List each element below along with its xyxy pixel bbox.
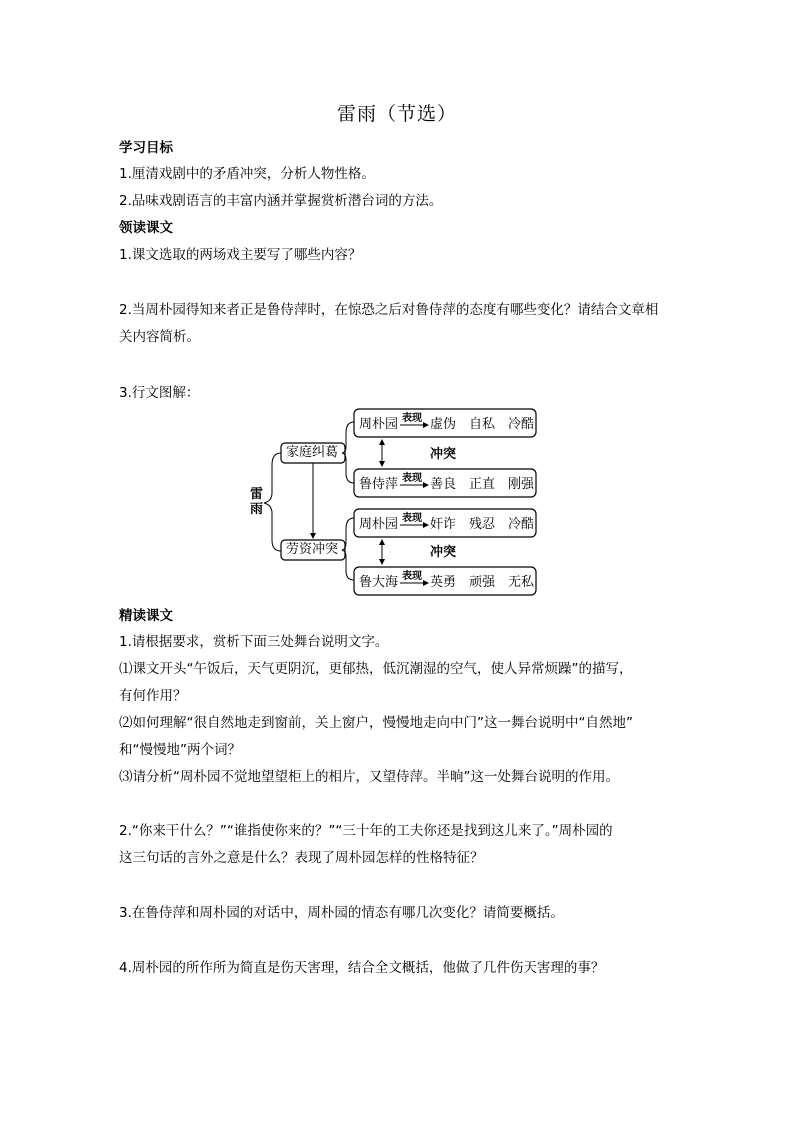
close-question-1-sub-1-line-1: ⑴课文开头“午饭后，天气更阴沉，更郁热，低沉潮湿的空气，使人异常烦躁”的描写， — [119, 661, 633, 677]
objective-item-2: 2.品味戏剧语言的丰富内涵并掌握赏析潜台词的方法。 — [119, 193, 443, 209]
branch2-label: 劳资冲突 — [286, 542, 339, 557]
b2-bottom-arrow-label: 表现 — [402, 571, 422, 582]
guided-question-1: 1.课文选取的两场戏主要写了哪些内容？ — [119, 247, 362, 263]
close-question-2-line-1: 2.“你来干什么？”“谁指使你来的？”“三十年的工夫你还是找到这儿来了。”周朴园的 — [119, 823, 613, 839]
b1-top-arrow-label: 表现 — [402, 413, 422, 424]
b2-top-traits: 奸诈 残忍 冷酷 — [430, 517, 535, 532]
b1-top-traits: 虚伪 自私 冷酷 — [430, 417, 535, 432]
objectives-heading: 学习目标 — [119, 140, 173, 156]
close-question-2-line-2: 这三句话的言外之意是什么？表现了周朴园怎样的性格特征？ — [119, 850, 484, 866]
b1-top-name: 周朴园 — [359, 417, 399, 432]
objective-item-1: 1.厘清戏剧中的矛盾冲突，分析人物性格。 — [119, 166, 375, 182]
diagram-lines — [250, 405, 550, 600]
close-question-3: 3.在鲁侍萍和周朴园的对话中，周朴园的情态有哪几次变化？请简要概括。 — [119, 905, 564, 921]
branch2-brace — [342, 518, 354, 580]
guided-heading: 领读课文 — [119, 220, 173, 236]
b2-conflict-label: 冲突 — [430, 545, 457, 560]
guided-question-2-line-1: 2.当周朴园得知来者正是鲁侍萍时，在惊恐之后对鲁侍萍的态度有哪些变化？请结合文章相 — [119, 302, 659, 318]
close-question-1-sub-2-line-1: ⑵如何理解“很自然地走到窗前，关上窗户，慢慢地走向中门”这一舞台说明中“自然地” — [119, 715, 633, 731]
b2-bottom-traits: 英勇 顽强 无私 — [430, 575, 535, 590]
root-brace — [264, 453, 281, 551]
branch1-label: 家庭纠葛 — [286, 445, 339, 460]
b2-bottom-name: 鲁大海 — [359, 575, 399, 590]
root-label: 雷雨 — [250, 487, 264, 517]
structure-diagram — [250, 405, 550, 600]
page-title: 雷雨（节选） — [336, 103, 457, 125]
b1-bottom-name: 鲁侍萍 — [359, 477, 399, 492]
guided-question-3: 3.行文图解： — [119, 385, 200, 401]
close-question-4: 4.周朴园的所作所为简直是伤天害理，结合全文概括，他做了几件伤天害理的事？ — [119, 960, 605, 976]
close-question-1-sub-3: ⑶请分析“周朴园不觉地望望柜上的相片，又望侍萍。半晌”这一处舞台说明的作用。 — [119, 769, 619, 785]
b1-bottom-traits: 善良 正直 刚强 — [430, 477, 535, 492]
close-question-1: 1.请根据要求，赏析下面三处舞台说明文字。 — [119, 634, 389, 650]
close-question-1-sub-2-line-2: 和“慢慢地”两个词？ — [119, 742, 241, 758]
branch1-brace — [342, 422, 354, 483]
b2-top-arrow-label: 表现 — [402, 513, 422, 524]
b2-top-name: 周朴园 — [359, 517, 399, 532]
guided-question-2-line-2: 关内容简析。 — [119, 329, 200, 345]
close-reading-heading: 精读课文 — [119, 608, 173, 624]
close-question-1-sub-1-line-2: 有何作用？ — [119, 688, 187, 704]
b1-conflict-label: 冲突 — [430, 447, 457, 462]
b1-bottom-arrow-label: 表现 — [402, 473, 422, 484]
